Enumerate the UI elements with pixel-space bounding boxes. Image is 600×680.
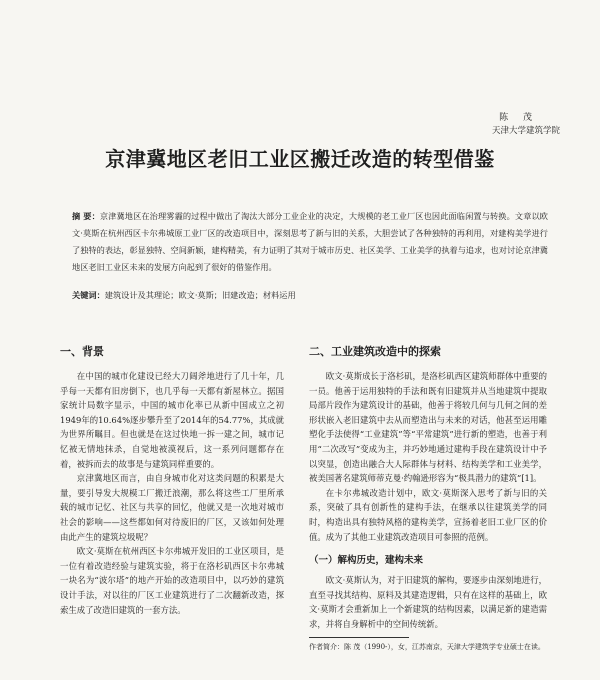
keywords — [72, 288, 548, 302]
abstract-label: 摘 要： — [72, 211, 100, 221]
author-affiliation: 天津大学建筑学院 — [491, 126, 560, 136]
paragraph: 欧文·莫斯成长于洛杉矶，是洛杉矶西区建筑师群体中重要的一员。他善于运用独特的手法和既有旧建筑并从当地建筑中提取局部片段作为建筑设计的基础，他善于将较几何与几何之间的差形状嵌入老旧建筑中去从而塑造出与未来的对话，他甚至运用雕塑化手法使得“工业建筑”等“平常建筑”进行新的塑造，也善于利用“二次改写”变成为主，并巧妙地通过建构手段在建筑设计中予以突显，创造出融合大人际群体与材料、结构美学和工业美学，被美国著名建筑师蒂克曼·约翰逊形容为“极具潜力的建筑”[1]。 — [309, 371, 547, 484]
author-footnote: 作者简介：陈 茂（1990-），女，江苏南京，天津大学建筑学专业硕士在读。 — [309, 643, 545, 651]
paper-title: 京津冀地区老旧工业区搬迁改造的转型借鉴 — [105, 147, 495, 171]
paragraph: 京津冀地区而言，由自身城市化对这类问题的积累是大量，要引导发大规模工厂搬迁浪潮，那么将这些工厂里所承载的城市记忆、社区与共享的回忆，他就又是一次地对城市社会的影响——这些都如何对待废旧的厂区，又该如何处理由此产生的建筑垃圾呢？ — [60, 473, 284, 542]
right-column — [309, 345, 547, 632]
paragraph: 欧文·莫斯在杭州西区卡尔弗城开发旧的工业区项目，是一位有着改造经验与建筑实验，将于在洛杉矶西区卡尔弗城一块名为“波尔塔”的地产开始的改造项目中，以巧妙的建筑设计手法，对以往的厂区工业建筑进行了二次翻新改造，探索生成了改造旧建筑的一套方法。 — [60, 546, 284, 615]
author-name: 陈 茂 — [499, 113, 538, 123]
subsection-heading: （一）解构历史，建构未来 — [309, 555, 424, 567]
section-heading-background: 一、背景 — [60, 345, 104, 358]
abstract-text: 京津冀地区在治理雾霾的过程中做出了淘汰大部分工业企业的决定，大规模的老工业厂区也因此面临闲置与转换。文章以欧文·莫斯在杭州西区卡尔弗城原工业厂区的改造项目中，深刻思考了新与旧的关系，大胆尝试了各种独特的再利用，对建构美学进行了独特的表达，彰显独特、空间新颖，建构精美，有力证明了其对于城市历史、社区美学、工业美学的执着与追求，也对讨论京津冀地区老旧工业区未来的发展方向起到了很好的借鉴作用。 — [72, 211, 548, 272]
left-column — [60, 345, 284, 617]
paragraph: 在中国的城市化建设已经大刀阔斧地进行了几十年，几乎每一天都有旧房倒下，也几乎每一天都有新屋林立。据国家统计局数字显示，中国的城市化率已从新中国成立之初1949年的10.64%逐步攀升至了2014年的54.77%，其成就为世界所瞩目。但也就是在这过快地一拆一建之间，城市记忆被无情地抹杀，自觉地被漠视后，这一系列问题都存在着，被拆而去的故事是与建筑同样重要的。 — [60, 371, 284, 469]
keywords-text: 建筑设计及其理论；欧文·莫斯；旧建改造；材料运用 — [104, 290, 296, 300]
section-heading-exploration: 二、工业建筑改造中的探索 — [309, 345, 441, 358]
footnote-divider — [309, 637, 409, 638]
paragraph: 欧文·莫斯认为，对于旧建筑的解构，要逐步由深刻地进行，直至寻找其结构、原料及其建造逻辑，只有在这样的基础上，欧文·莫斯才会重新加上一个新建筑的结构因素，以满足新的建造需求，并将自身解析中的空间传统新。 — [309, 575, 547, 629]
abstract — [72, 208, 548, 276]
paragraph: 在卡尔弗城改造计划中，欧文·莫斯深入思考了新与旧的关系，突破了具有创新性的建构手法，在继承以往建筑美学的同时，构造出具有独特风格的建构美学，宣扬着老旧工业厂区的价值。成为了其他工业建筑改造项目可参照的范例。 — [309, 487, 547, 542]
keywords-label: 关键词： — [72, 290, 105, 300]
